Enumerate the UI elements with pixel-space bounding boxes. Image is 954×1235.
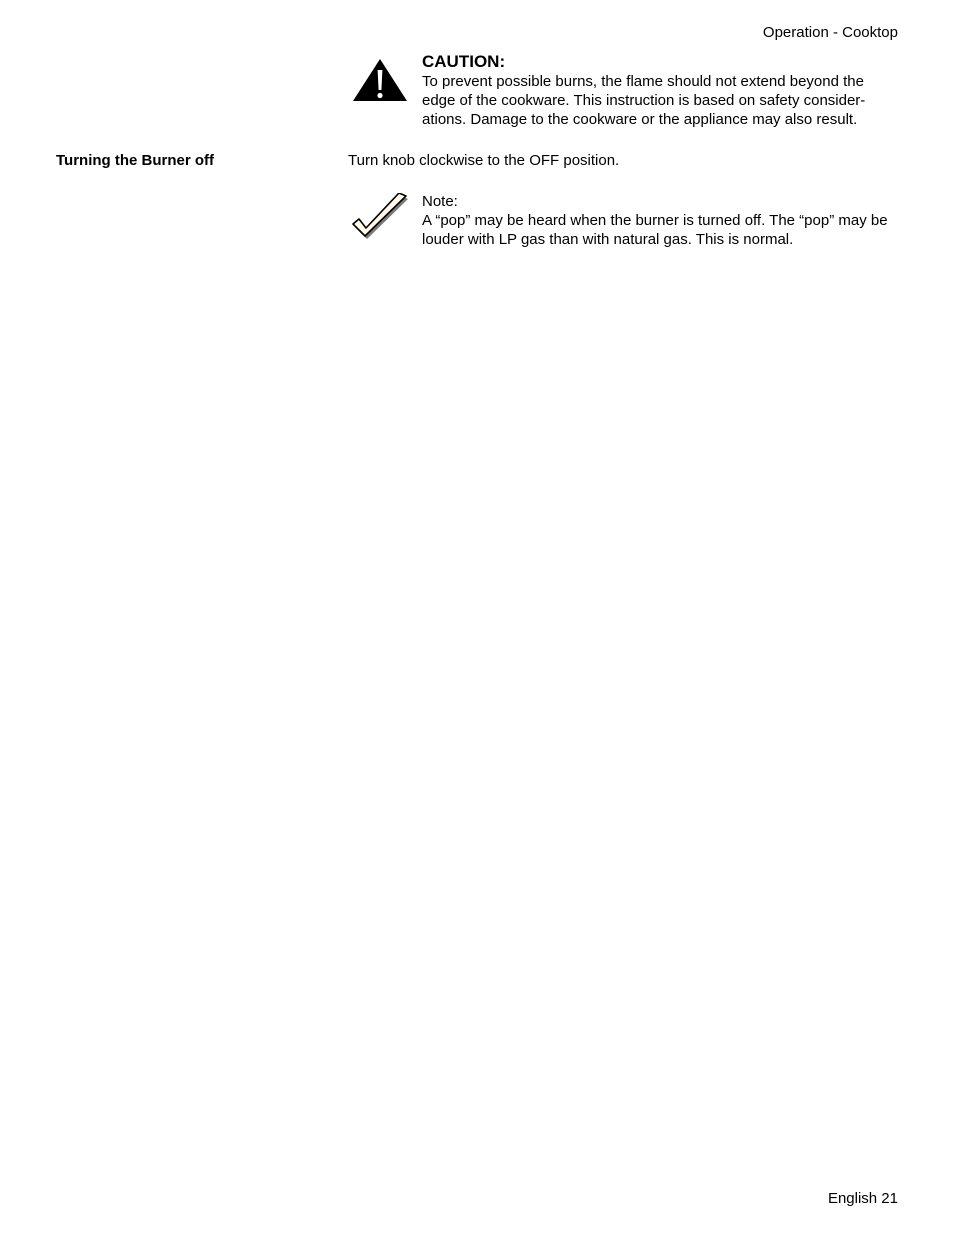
note-block xyxy=(422,192,892,249)
page-number: English 21 xyxy=(827,1190,898,1207)
warning-triangle-icon xyxy=(351,57,409,103)
section-body-turning-burner-off: Turn knob clockwise to the OFF position. xyxy=(348,152,620,169)
caution-heading: CAUTION: xyxy=(422,52,506,71)
caution-block xyxy=(422,52,892,129)
caution-text: To prevent possible burns, the flame should not extend beyond the edge of the cookware. This instruction is based on safety consider-ations. Damage to the cookware or the appliance may also result. xyxy=(422,73,866,128)
checkmark-icon xyxy=(350,193,410,245)
section-heading-turning-burner-off: Turning the Burner off xyxy=(56,152,215,169)
note-text: A “pop” may be heard when the burner is turned off. The “pop” may be louder with LP gas than with natural gas. This is normal. xyxy=(422,212,888,248)
note-label: Note: xyxy=(422,193,458,210)
page-header-title: Operation - Cooktop xyxy=(762,24,898,41)
